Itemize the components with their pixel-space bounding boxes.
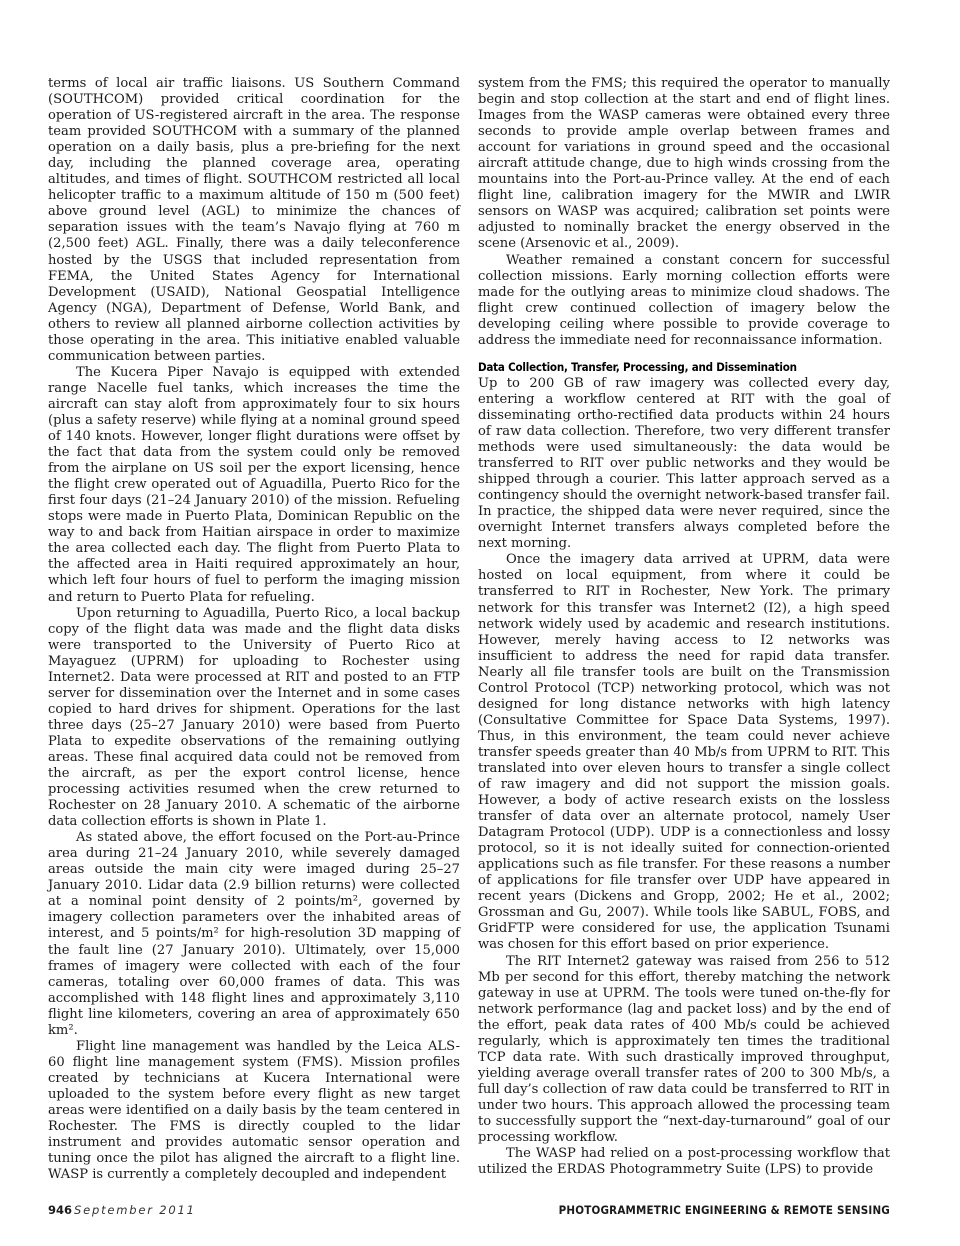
paragraph: The WASP had relied on a post-processing workflow that utilized the ERDAS Photogrammetry Suite (LPS) to provide	[478, 1146, 890, 1178]
section-heading: Data Collection, Transfer, Processing, and Dissemination	[478, 359, 797, 374]
paragraph: The RIT Internet2 gateway was raised from 256 to 512 Mb per second for this effort, thereby matching the network gateway in use at UPRM. The tools were tuned on-the-fly for network performance (lag and packet loss) and by the end of the effort, peak data rates of 400 Mb/s could be achieved regularly, which is approximately ten times the traditional TCP data rate. With such drastically improved throughput, yielding average overall transfer rates of 200 to 300 Mb/s, a full day’s collection of raw data could be transferred to RIT in under two hours. This approach allowed the processing team to successfully support the “next-day-turnaround” goal of our processing workflow.	[478, 953, 890, 1146]
page-footer	[48, 1203, 890, 1221]
page-number: 946	[48, 1203, 73, 1217]
paragraph: The Kucera Piper Navajo is equipped with extended range Nacelle fuel tanks, which increases the time the aircraft can stay aloft from approximately four to six hours (plus a safety reserve) while flying at a nominal ground speed of 140 knots. However, longer flight durations were offset by the fact that data from the system could only be removed from the airplane on US soil per the export licensing, hence the flight crew operated out of Aguadilla, Puerto Rico for the first four days (21–24 January 2010) of the mission. Refueling stops were made in Puerto Plata, Dominican Republic on the way to and back from Haitian airspace in order to maximize the area collected each day. The flight from Puerto Plata to the affected area in Haiti required approximately an hour, which left four hours of fuel to perform the imaging mission and return to Puerto Plata for refueling.	[48, 364, 460, 605]
paragraph: Flight line management was handled by the Leica ALS-60 flight line management system (FMS). Mission profiles created by technicians at Kucera International were uploaded to the system before every flight as new target areas were identified on a daily basis by the team centered in Rochester. The FMS is directly coupled to the lidar instrument and provides automatic sensor operation and tuning once the pilot has aligned the aircraft to a flight line. WASP is currently a completely decoupled and independent	[48, 1038, 460, 1183]
paragraph: Weather remained a constant concern for successful collection missions. Early morning collection efforts were made for the outlying areas to minimize cloud shadows. The flight crew continued collection of imagery below the developing ceiling where possible to provide coverage to address the immediate need for reconnaissance information.	[478, 252, 890, 348]
paragraph: Upon returning to Aguadilla, Puerto Rico, a local backup copy of the flight data was made and the flight data disks were transported to the University of Puerto Rico at Mayaguez (UPRM) for uploading to Rochester using Internet2. Data were processed at RIT and posted to an FTP server for dissemination over the Internet and in some cases copied to hard drives for shipment. Operations for the last three days (25–27 January 2010) were based from Puerto Plata to expedite observations of the remaining outlying areas. These final acquired data could not be removed from the aircraft, as per the export control license, hence processing activities resumed when the crew returned to Rochester on 28 January 2010. A schematic of the airborne data collection efforts is shown in Plate 1.	[48, 605, 460, 830]
right-column	[478, 76, 890, 1178]
issue-date: September 2011	[74, 1203, 196, 1217]
paragraph: Once the imagery data arrived at UPRM, data were hosted on local equipment, from where it could be transferred to RIT in Rochester, New York. The primary network for this transfer was Internet2 (I2), a high speed network widely used by academic and research institutions. However, merely having access to I2 networks was insufficient to address the need for rapid data transfer. Nearly all file transfer tools are built on the Transmission Control Protocol (TCP) networking protocol, which was not designed for long distance networks with high latency (Consultative Committee for Space Data Systems, 1997). Thus, in this environment, the team could never achieve transfer speeds greater than 40 Mb/s from UPRM to RIT. This translated into over eleven hours to transfer a single collect of raw imagery and did not support the mission goals. However, a body of active research exists on the lossless transfer of data over an alternate protocol, namely User Datagram Protocol (UDP). UDP is a connectionless and lossy protocol, so it is not ideally suited for connection-oriented applications such as file transfer. For these reasons a number of applications for file transfer over UDP have appeared in recent years (Dickens and Gropp, 2002; He et al., 2002; Grossman and Gu, 2007). While tools like SABUL, FOBS, and GridFTP were considered for use, the application Tsunami was chosen for this effort based on prior experience.	[478, 552, 890, 953]
paragraph: As stated above, the effort focused on the Port-au-Prince area during 21–24 January 2010, while severely damaged areas outside the main city were imaged during 25–27 January 2010. Lidar data (2.9 billion returns) were collected at a nominal point density of 2 points/m², governed by imagery collection parameters over the inhabited areas of interest, and 5 points/m² for high-resolution 3D mapping of the fault line (27 January 2010). Ultimately, over 15,000 frames of imagery were collected with each of the four cameras, totaling over 60,000 frames of data. This was accomplished with 148 flight lines and approximately 3,110 flight line kilometers, covering an area of approximately 650 km².	[48, 830, 460, 1038]
paragraph: Up to 200 GB of raw imagery was collected every day, entering a workflow centered at RIT with the goal of disseminating ortho-rectified data products within 24 hours of raw data collection. Therefore, two very different transfer methods were used simultaneously: the data would be transferred to RIT over public networks and they would be shipped through a courier. This latter approach served as a contingency should the overnight network-based transfer fail. In practice, the shipped data were never required, since the overnight Internet transfers always completed before the next morning.	[478, 375, 890, 552]
paragraph: terms of local air traffic liaisons. US Southern Command (SOUTHCOM) provided critical coordination for the operation of US-registered aircraft in the area. The response team provided SOUTHCOM with a summary of the planned operation on a daily basis, plus a pre-briefing for the next day, including the planned coverage area, operating altitudes, and times of flight. SOUTHCOM restricted all local helicopter traffic to a maximum altitude of 150 m (500 feet) above ground level (AGL) to minimize the chances of separation issues with the team’s Navajo flying at 760 m (2,500 feet) AGL. Finally, there was a daily teleconference hosted by the USGS that included representation from FEMA, the United States Agency for International Development (USAID), National Geospatial Intelligence Agency (NGA), Department of Defense, World Bank, and others to review all planned airborne collection activities by those operating in the area. This initiative enabled valuable communication between parties.	[48, 76, 460, 364]
journal-name: PHOTOGRAMMETRIC ENGINEERING & REMOTE SENSING	[558, 1203, 890, 1217]
paragraph: system from the FMS; this required the operator to manually begin and stop collection at the start and end of flight lines. Images from the WASP cameras were obtained every three seconds to provide ample overlap between frames and account for variations in ground speed and the occasional aircraft attitude change, due to high winds crossing from the mountains into the Port-au-Prince valley. At the end of each flight line, calibration imagery for the MWIR and LWIR sensors on WASP was acquired; calibration set points were adjusted to nominally bracket the energy observed in the scene (Arsenovic et al., 2009).	[478, 76, 890, 252]
left-column	[48, 76, 460, 1183]
